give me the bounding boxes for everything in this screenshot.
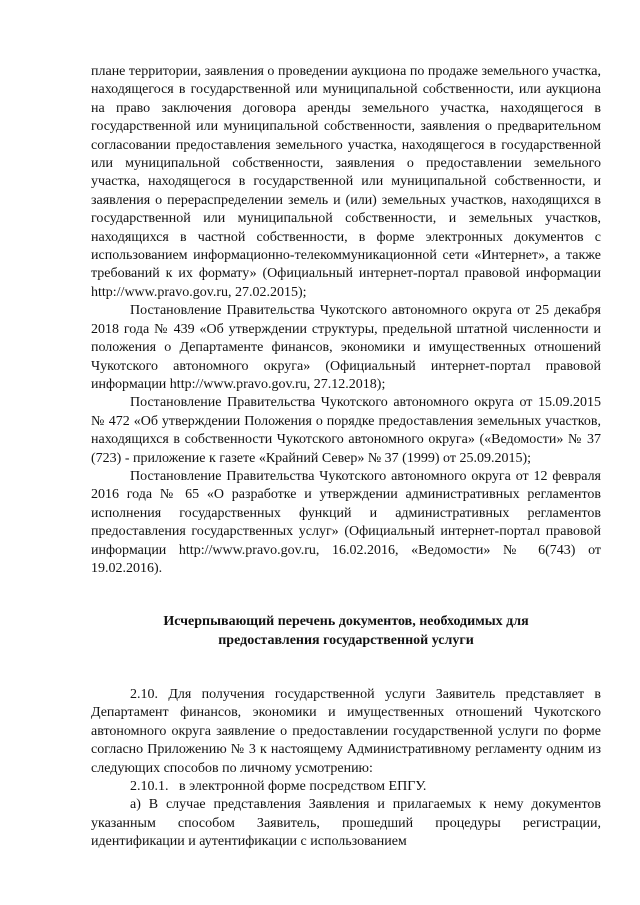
- clause-2-10-1: 2.10.1. в электронной форме посредством ЕПГУ.: [130, 779, 427, 795]
- section-heading-line-2: предоставления государственной услуги: [218, 633, 474, 648]
- decree-paragraph-472: Постановление Правительства Чукотского автономного округа от 15.09.2015 № 472 «Об утверждении Положения о порядке предоставления земельных участков, находящихся в собственности Чукотского автономного округа» («Ведомости» № 37 (723) - приложение к газете «Крайний Север» № 37 (1999) от 25.09.2015);: [91, 395, 601, 466]
- section-heading: [91, 612, 601, 650]
- decree-paragraph-439: Постановление Правительства Чукотского автономного округа от 25 декабря 2018 года № 439 «Об утверждении структуры, предельной штатной численности и положения о Департаменте финансов, экономики и имущественных отношений Чукотского автономного округа» (Официальный интернет-портал правовой информации http://www.pravo.gov.ru, 27.12.2018);: [91, 303, 601, 392]
- body-text-upper: [91, 63, 601, 578]
- clause-a: а) В случае представления Заявления и прилагаемых к нему документов указанным способом Заявитель, прошедший процедуры регистрации, идентификации и аутентификации с использованием: [91, 797, 601, 850]
- body-text-lower: [91, 686, 601, 852]
- clause-2-10: 2.10. Для получения государственной услуги Заявитель представляет в Департамент финансов, экономики и имущественных отношений Чукотского автономного округа заявление о предоставлении государственной услуги по форме согласно Приложению № 3 к настоящему Административному регламенту одним из следующих способов по личному усмотрению:: [91, 687, 601, 776]
- decree-paragraph-65: Постановление Правительства Чукотского автономного округа от 12 февраля 2016 года № 65 «О разработке и утверждении административных регламентов исполнения государственных функций и административных регламентов предоставления государственных услуг» (Официальный интернет-портал правовой информации http://www.pravo.gov.ru, 16.02.2016, «Ведомости» № 6(743) от 19.02.2016).: [91, 468, 601, 576]
- section-heading-line-1: Исчерпывающий перечень документов, необходимых для: [163, 614, 529, 629]
- continuation-paragraph: плане территории, заявления о проведении аукциона по продаже земельного участка, находящегося в государственной или муниципальной собственности, или аукциона на право заключения договора аренды земельного участка, находящегося в государственной или муниципальной собственности, заявления о предварительном согласовании предоставления земельного участка, находящегося в государственной или муниципальной собственности, заявления о предоставлении земельного участка, находящегося в государственной или муниципальной собственности, и заявления о перераспределении земель и (или) земельных участков, находящихся в государственной или муниципальной собственности, и земельных участков, находящихся в частной собственности, в форме электронных документов с использованием информационно-телекоммуникационной сети «Интернет», а также требований к их формату» (Официальный интернет-портал правовой информации http://www.pravo.gov.ru, 27.02.2015);: [91, 64, 601, 300]
